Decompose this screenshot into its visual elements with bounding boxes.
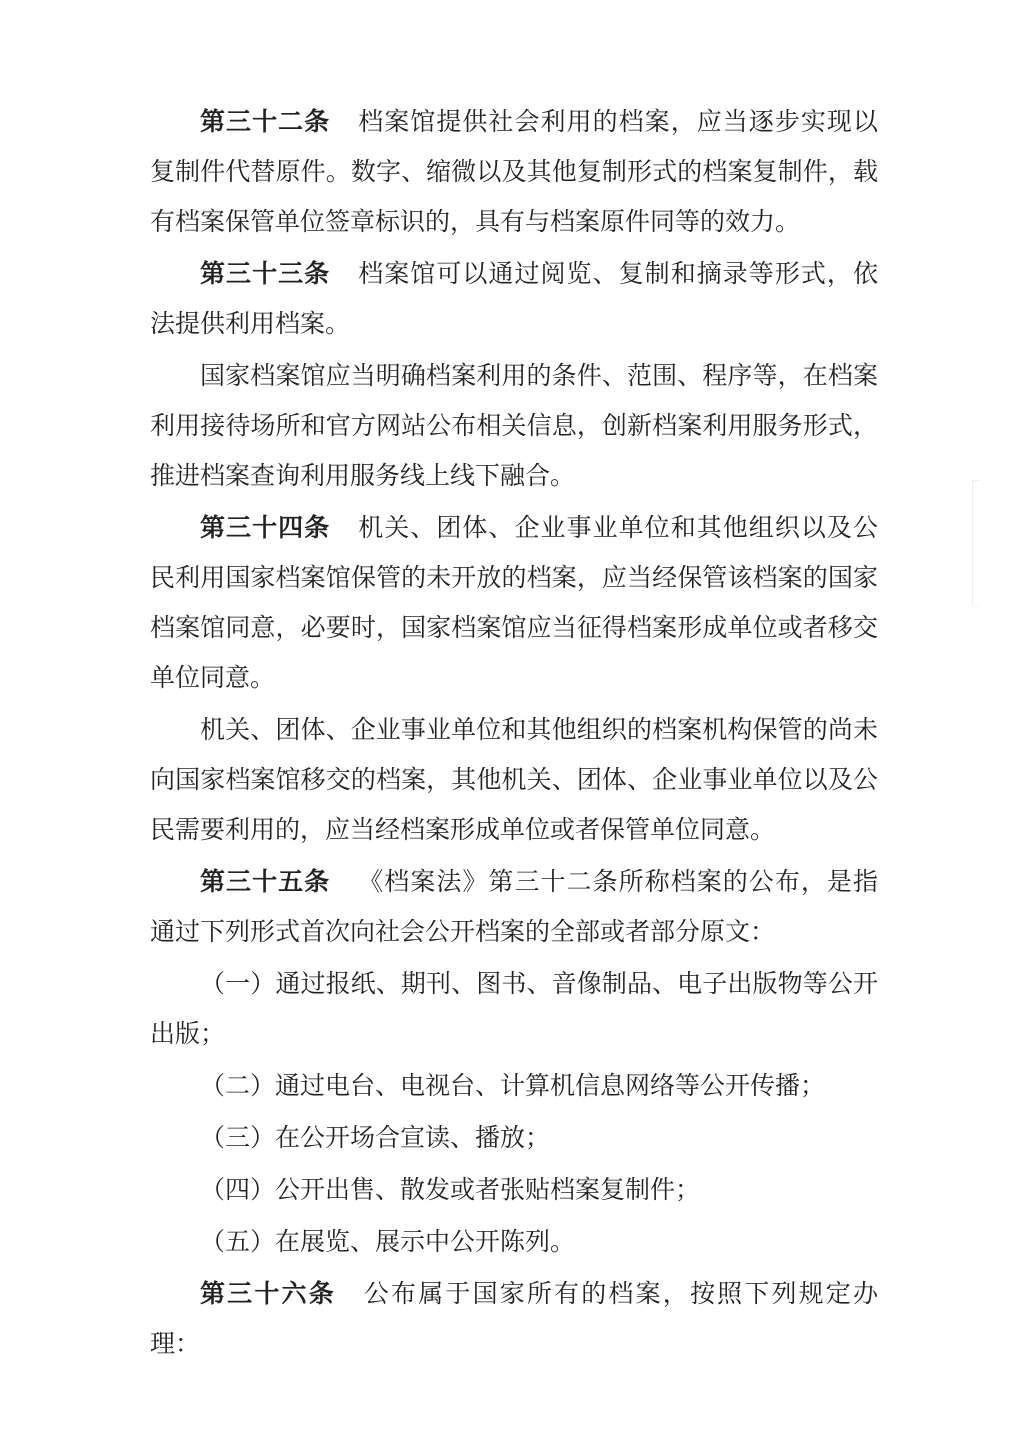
- article-32: [150, 97, 878, 247]
- list-item-4: （四）公开出售、散发或者张贴档案复制件；: [200, 1175, 701, 1204]
- list-item-3: （三）在公开场合宣读、播放；: [200, 1123, 551, 1152]
- list-item-2: （二）通过电台、电视台、计算机信息网络等公开传播；: [200, 1071, 826, 1100]
- article-text: 《档案法》第三十二条所称档案的公布，是指通过下列形式首次向社会公开档案的全部或者部分原文：: [150, 867, 878, 946]
- page-edge-mark: [972, 480, 981, 607]
- article-text: 档案馆提供社会利用的档案，应当逐步实现以复制件代替原件。数字、缩微以及其他复制形式的档案复制件，载有档案保管单位签章标识的，具有与档案原件同等的效力。: [150, 107, 878, 236]
- article-33-clause-2: 国家档案馆应当明确档案利用的条件、范围、程序等，在档案利用接待场所和官方网站公布相关信息，创新档案利用服务形式，推进档案查询利用服务线上线下融合。: [150, 361, 878, 490]
- article-number: 第三十五条: [200, 867, 331, 896]
- article-34: [150, 503, 878, 703]
- article-text: 公布属于国家所有的档案，按照下列规定办理：: [150, 1279, 878, 1358]
- list-item-5: （五）在展览、展示中公开陈列。: [200, 1227, 576, 1256]
- article-number: 第三十六条: [200, 1279, 336, 1308]
- article-34-clause-2: 机关、团体、企业事业单位和其他组织的档案机构保管的尚未向国家档案馆移交的档案，其他机关、团体、企业事业单位以及公民需要利用的，应当经档案形成单位或者保管单位同意。: [150, 715, 878, 844]
- document-body: [150, 97, 878, 1371]
- article-33: [150, 249, 878, 349]
- article-35: [150, 857, 878, 957]
- article-number: 第三十二条: [200, 107, 331, 136]
- article-number: 第三十四条: [200, 513, 331, 542]
- article-number: 第三十三条: [200, 259, 331, 288]
- list-item-1: （一）通过报纸、期刊、图书、音像制品、电子出版物等公开出版；: [150, 969, 878, 1048]
- article-text: 机关、团体、企业事业单位和其他组织以及公民利用国家档案馆保管的未开放的档案，应当经保管该档案的国家档案馆同意，必要时，国家档案馆应当征得档案形成单位或者移交单位同意。: [150, 513, 878, 692]
- article-36: [150, 1269, 878, 1369]
- article-text: 档案馆可以通过阅览、复制和摘录等形式，依法提供利用档案。: [150, 259, 878, 338]
